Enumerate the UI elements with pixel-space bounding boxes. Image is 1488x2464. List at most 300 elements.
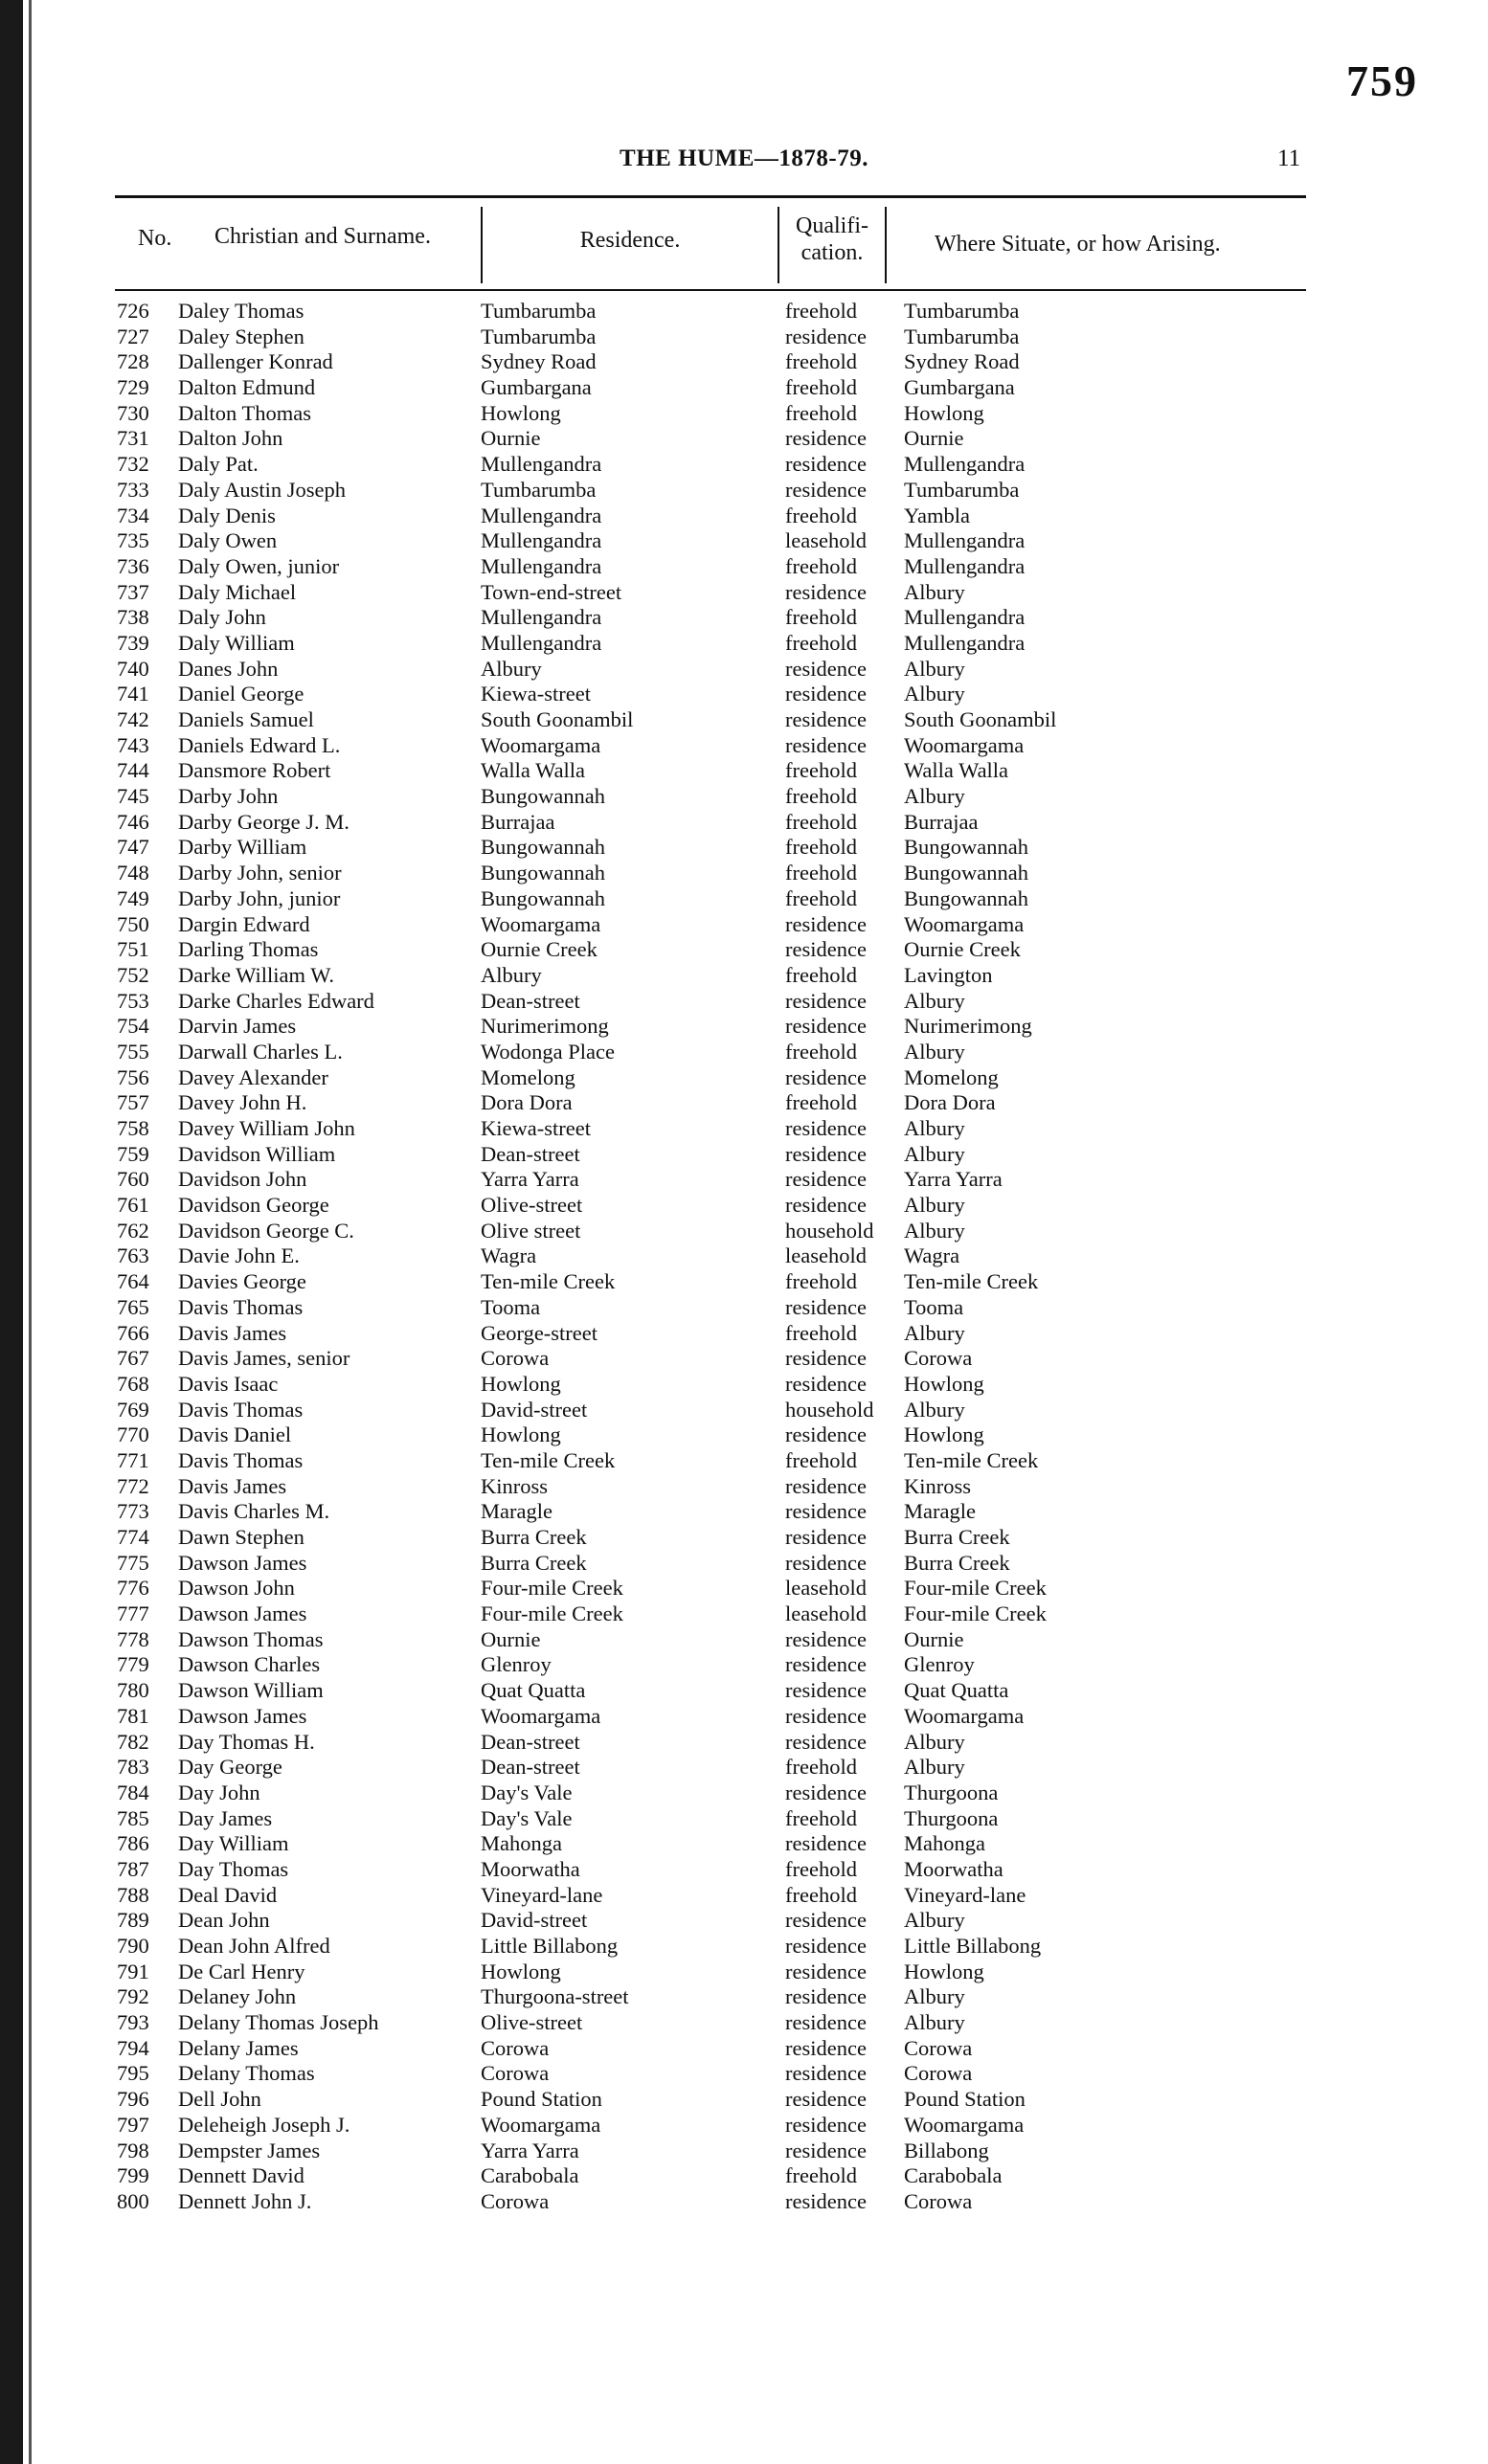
entry-residence: Ournie	[481, 426, 541, 451]
entry-qualification: freehold	[785, 400, 857, 425]
entry-where: Gumbargana	[904, 375, 1015, 400]
entry-residence: Burra Creek	[481, 1550, 587, 1575]
entry-number: 769	[117, 1397, 149, 1422]
entry-qualification: residence	[785, 1908, 867, 1933]
entry-name: Darwall Charles L.	[178, 1039, 343, 1064]
entry-qualification: freehold	[785, 553, 857, 578]
entry-number: 773	[117, 1499, 149, 1524]
header-qualification-line1: Qualifi-	[796, 213, 868, 238]
entry-where: Ten-mile Creek	[904, 1269, 1039, 1294]
entry-qualification: residence	[785, 2061, 867, 2086]
entry-where: Walla Walla	[904, 758, 1009, 783]
entry-name: Day John	[178, 1780, 260, 1804]
entry-number: 768	[117, 1371, 149, 1396]
entry-name: Davidson William	[178, 1141, 336, 1166]
entry-residence: Maragle	[481, 1499, 552, 1524]
entry-name: Davie John E.	[178, 1243, 300, 1268]
table-row	[0, 1960, 1488, 1985]
entry-where: Ournie Creek	[904, 937, 1021, 962]
entry-qualification: household	[785, 1397, 874, 1422]
sheet-mark: 11	[1277, 146, 1301, 171]
entry-where: Dora Dora	[904, 1090, 996, 1115]
entry-number: 772	[117, 1473, 149, 1498]
entry-name: Day Thomas H.	[178, 1729, 315, 1754]
entry-where: Nurimerimong	[904, 1014, 1032, 1039]
entry-number: 731	[117, 426, 149, 451]
table-row	[0, 657, 1488, 683]
entry-residence: Mullengandra	[481, 452, 602, 477]
table-row	[0, 528, 1488, 554]
entry-number: 760	[117, 1167, 149, 1192]
entry-qualification: residence	[785, 1167, 867, 1192]
entry-name: Darvin James	[178, 1014, 297, 1039]
entry-number: 740	[117, 656, 149, 681]
entry-name: Delany Thomas Joseph	[178, 2010, 379, 2035]
entry-number: 746	[117, 809, 149, 834]
entry-name: Davis Thomas	[178, 1397, 304, 1422]
table-row	[0, 861, 1488, 886]
entry-number: 785	[117, 1805, 149, 1830]
entry-where: Maragle	[904, 1499, 976, 1524]
entry-residence: Quat Quatta	[481, 1678, 586, 1703]
table-row	[0, 2061, 1488, 2087]
table-row	[0, 1984, 1488, 2010]
entry-residence: Mahonga	[481, 1831, 562, 1856]
table-row	[0, 707, 1488, 733]
entry-where: Moorwatha	[904, 1856, 1003, 1881]
entry-name: Daniel George	[178, 682, 304, 706]
entry-residence: Dean-street	[481, 1729, 580, 1754]
entry-number: 779	[117, 1652, 149, 1677]
entry-residence: Kiewa-street	[481, 682, 591, 706]
entry-name: Dawn Stephen	[178, 1525, 304, 1549]
entry-qualification: freehold	[785, 809, 857, 834]
entry-residence: Olive street	[481, 1218, 581, 1243]
table-row	[0, 1652, 1488, 1678]
table-row	[0, 1474, 1488, 1500]
entry-qualification: freehold	[785, 1856, 857, 1881]
entry-where: Thurgoona	[904, 1780, 999, 1804]
entry-number: 787	[117, 1856, 149, 1881]
table-row	[0, 2163, 1488, 2189]
entry-where: Burra Creek	[904, 1525, 1010, 1549]
entry-number: 777	[117, 1602, 149, 1626]
entry-residence: Tumbarumba	[481, 324, 597, 348]
entry-number: 783	[117, 1755, 149, 1780]
table-row	[0, 1346, 1488, 1372]
table-row	[0, 325, 1488, 350]
entry-where: Albury	[904, 1729, 965, 1754]
entry-qualification: residence	[785, 426, 867, 451]
entry-name: Davis James, senior	[178, 1346, 350, 1371]
entry-where: Albury	[904, 656, 965, 681]
entry-qualification: freehold	[785, 835, 857, 860]
table-row	[0, 1678, 1488, 1704]
entry-name: Dawson Thomas	[178, 1626, 324, 1651]
elector-list	[0, 299, 1488, 2215]
entry-residence: South Goonambil	[481, 707, 634, 731]
entry-where: Albury	[904, 1397, 965, 1422]
entry-number: 796	[117, 2087, 149, 2112]
entry-where: Lavington	[904, 962, 993, 987]
table-row	[0, 605, 1488, 631]
entry-number: 781	[117, 1703, 149, 1728]
entry-qualification: freehold	[785, 375, 857, 400]
entry-residence: Woomargama	[481, 1703, 601, 1728]
entry-name: Dalton Thomas	[178, 400, 311, 425]
entry-qualification: residence	[785, 1141, 867, 1166]
entry-where: Tumbarumba	[904, 299, 1020, 323]
entry-where: Albury	[904, 1908, 965, 1933]
entry-where: Albury	[904, 1116, 965, 1140]
entry-where: Albury	[904, 2010, 965, 2035]
entry-name: Davis Thomas	[178, 1447, 304, 1472]
entry-qualification: residence	[785, 1984, 867, 2009]
entry-residence: Howlong	[481, 1959, 561, 1983]
entry-number: 795	[117, 2061, 149, 2086]
entry-qualification: residence	[785, 2112, 867, 2137]
entry-number: 762	[117, 1218, 149, 1243]
entry-where: Woomargama	[904, 1703, 1025, 1728]
table-row	[0, 1193, 1488, 1219]
table-row	[0, 1499, 1488, 1525]
entry-name: De Carl Henry	[178, 1959, 305, 1983]
table-row	[0, 733, 1488, 759]
entry-where: Albury	[904, 1218, 965, 1243]
entry-where: Bungowannah	[904, 835, 1028, 860]
entry-where: Howlong	[904, 1371, 984, 1396]
entry-where: Albury	[904, 988, 965, 1013]
entry-number: 791	[117, 1959, 149, 1983]
entry-where: Mullengandra	[904, 553, 1026, 578]
running-title: THE HUME—1878-79.	[620, 146, 868, 171]
entry-name: Daley Stephen	[178, 324, 304, 348]
entry-number: 767	[117, 1346, 149, 1371]
table-row	[0, 1372, 1488, 1398]
entry-qualification: residence	[785, 988, 867, 1013]
entry-qualification: freehold	[785, 1882, 857, 1907]
table-header-bottom-rule	[115, 289, 1306, 291]
entry-where: Thurgoona	[904, 1805, 999, 1830]
entry-number: 755	[117, 1039, 149, 1064]
entry-name: Davey William John	[178, 1116, 355, 1140]
entry-qualification: residence	[785, 2035, 867, 2060]
entry-number: 798	[117, 2138, 149, 2162]
entry-residence: Day's Vale	[481, 1780, 573, 1804]
entry-qualification: freehold	[785, 299, 857, 323]
entry-name: Davis Daniel	[178, 1422, 292, 1447]
entry-name: Delaney John	[178, 1984, 297, 2009]
entry-residence: Woomargama	[481, 2112, 601, 2137]
entry-name: Davey Alexander	[178, 1064, 328, 1089]
entry-where: Albury	[904, 1141, 965, 1166]
entry-number: 765	[117, 1294, 149, 1319]
entry-qualification: residence	[785, 1422, 867, 1447]
entry-name: Day Thomas	[178, 1856, 289, 1881]
entry-residence: Nurimerimong	[481, 1014, 609, 1039]
entry-residence: Mullengandra	[481, 528, 602, 553]
entry-number: 790	[117, 1934, 149, 1958]
entry-number: 786	[117, 1831, 149, 1856]
table-row	[0, 1040, 1488, 1065]
table-row	[0, 1806, 1488, 1832]
entry-name: Daly Denis	[178, 503, 276, 527]
table-row	[0, 2189, 1488, 2215]
entry-residence: Moorwatha	[481, 1856, 580, 1881]
entry-qualification: residence	[785, 1729, 867, 1754]
header-qualification	[779, 213, 885, 266]
entry-number: 729	[117, 375, 149, 400]
entry-name: Davey John H.	[178, 1090, 307, 1115]
entry-name: Davidson John	[178, 1167, 307, 1192]
entry-where: Tooma	[904, 1294, 964, 1319]
entry-name: Dell John	[178, 2087, 261, 2112]
entry-number: 752	[117, 962, 149, 987]
entry-where: Corowa	[904, 1346, 973, 1371]
entry-qualification: leasehold	[785, 1602, 867, 1626]
entry-residence: Wodonga Place	[481, 1039, 616, 1064]
entry-number: 733	[117, 477, 149, 502]
entry-residence: Albury	[481, 962, 542, 987]
entry-where: Ournie	[904, 426, 964, 451]
entry-residence: Dean-street	[481, 1141, 580, 1166]
entry-residence: Thurgoona-street	[481, 1984, 629, 2009]
entry-qualification: residence	[785, 579, 867, 604]
entry-qualification: residence	[785, 2188, 867, 2213]
entry-where: Yambla	[904, 503, 970, 527]
table-row	[0, 784, 1488, 810]
table-row	[0, 2087, 1488, 2113]
entry-residence: Tumbarumba	[481, 299, 597, 323]
entry-number: 766	[117, 1320, 149, 1345]
header-name: Christian and Surname.	[214, 224, 431, 249]
entry-where: Wagra	[904, 1243, 960, 1268]
entry-number: 743	[117, 732, 149, 757]
entry-residence: Bungowannah	[481, 885, 605, 910]
entry-name: Davis Isaac	[178, 1371, 279, 1396]
entry-where: Woomargama	[904, 2112, 1025, 2137]
entry-residence: Corowa	[481, 2061, 550, 2086]
entry-number: 747	[117, 835, 149, 860]
table-row	[0, 758, 1488, 784]
entry-residence: David-street	[481, 1908, 588, 1933]
table-row	[0, 1065, 1488, 1091]
table-row	[0, 1398, 1488, 1423]
entry-where: Little Billabong	[904, 1934, 1042, 1958]
entry-name: Daniels Edward L.	[178, 732, 341, 757]
entry-number: 789	[117, 1908, 149, 1933]
entry-number: 742	[117, 707, 149, 731]
entry-name: Darby John, senior	[178, 861, 342, 885]
entry-where: Tumbarumba	[904, 477, 1020, 502]
table-row	[0, 1883, 1488, 1909]
table-row	[0, 1219, 1488, 1244]
table-row	[0, 1014, 1488, 1040]
column-divider	[885, 207, 887, 283]
entry-qualification: residence	[785, 937, 867, 962]
table-row	[0, 912, 1488, 938]
table-row	[0, 963, 1488, 989]
entry-number: 753	[117, 988, 149, 1013]
entry-number: 764	[117, 1269, 149, 1294]
entry-number: 738	[117, 605, 149, 630]
entry-residence: Mullengandra	[481, 630, 602, 655]
entry-residence: Tooma	[481, 1294, 541, 1319]
entry-qualification: residence	[785, 452, 867, 477]
entry-where: Mullengandra	[904, 605, 1026, 630]
header-residence: Residence.	[579, 228, 681, 253]
entry-qualification: freehold	[785, 1090, 857, 1115]
table-row	[0, 1730, 1488, 1756]
entry-number: 759	[117, 1141, 149, 1166]
entry-residence: Tumbarumba	[481, 477, 597, 502]
entry-qualification: residence	[785, 1064, 867, 1089]
table-row	[0, 1448, 1488, 1474]
table-row	[0, 989, 1488, 1015]
entry-qualification: leasehold	[785, 1576, 867, 1601]
entry-name: Dawson John	[178, 1576, 295, 1601]
entry-number: 775	[117, 1550, 149, 1575]
entry-where: Four-mile Creek	[904, 1576, 1047, 1601]
entry-number: 734	[117, 503, 149, 527]
entry-where: Mullengandra	[904, 452, 1026, 477]
entry-number: 726	[117, 299, 149, 323]
entry-name: Daly John	[178, 605, 266, 630]
entry-where: Yarra Yarra	[904, 1167, 1003, 1192]
entry-number: 793	[117, 2010, 149, 2035]
entry-number: 749	[117, 885, 149, 910]
entry-name: Davies George	[178, 1269, 306, 1294]
entry-number: 770	[117, 1422, 149, 1447]
entry-name: Dean John	[178, 1908, 270, 1933]
table-row	[0, 1269, 1488, 1295]
table-row	[0, 1551, 1488, 1577]
table-row	[0, 937, 1488, 963]
entry-residence: Yarra Yarra	[481, 1167, 579, 1192]
entry-number: 799	[117, 2163, 149, 2188]
entry-number: 727	[117, 324, 149, 348]
entry-name: Daly Austin Joseph	[178, 477, 347, 502]
entry-qualification: residence	[785, 2087, 867, 2112]
entry-residence: Ten-mile Creek	[481, 1269, 616, 1294]
entry-where: Albury	[904, 579, 965, 604]
entry-number: 751	[117, 937, 149, 962]
entry-qualification: residence	[785, 1193, 867, 1218]
entry-where: Howlong	[904, 400, 984, 425]
table-row	[0, 631, 1488, 657]
entry-where: Sydney Road	[904, 349, 1020, 374]
entry-residence: Howlong	[481, 400, 561, 425]
entry-qualification: residence	[785, 1703, 867, 1728]
entry-qualification: freehold	[785, 962, 857, 987]
entry-qualification: residence	[785, 1294, 867, 1319]
entry-number: 750	[117, 911, 149, 936]
entry-residence: Ournie Creek	[481, 937, 597, 962]
entry-qualification: freehold	[785, 1805, 857, 1830]
entry-name: Davis Charles M.	[178, 1499, 330, 1524]
table-row	[0, 682, 1488, 707]
entry-name: Davidson George	[178, 1193, 329, 1218]
entry-number: 800	[117, 2188, 149, 2213]
entry-qualification: freehold	[785, 1039, 857, 1064]
entry-residence: David-street	[481, 1397, 588, 1422]
entry-number: 784	[117, 1780, 149, 1804]
entry-name: Davis Thomas	[178, 1294, 304, 1319]
entry-residence: Town-end-street	[481, 579, 622, 604]
entry-qualification: freehold	[785, 1269, 857, 1294]
entry-residence: Ten-mile Creek	[481, 1447, 616, 1472]
entry-qualification: residence	[785, 1346, 867, 1371]
entry-residence: Glenroy	[481, 1652, 552, 1677]
entry-name: Deleheigh Joseph J.	[178, 2112, 350, 2137]
table-row	[0, 1602, 1488, 1627]
entry-name: Darby William	[178, 835, 307, 860]
entry-residence: Kinross	[481, 1473, 549, 1498]
table-row	[0, 1243, 1488, 1269]
entry-qualification: residence	[785, 682, 867, 706]
table-row	[0, 886, 1488, 912]
table-row	[0, 1167, 1488, 1193]
entry-residence: Vineyard-lane	[481, 1882, 603, 1907]
entry-qualification: residence	[785, 477, 867, 502]
entry-number: 776	[117, 1576, 149, 1601]
entry-number: 794	[117, 2035, 149, 2060]
table-row	[0, 452, 1488, 478]
entry-name: Dallenger Konrad	[178, 349, 333, 374]
entry-residence: Albury	[481, 656, 542, 681]
entry-qualification: freehold	[785, 885, 857, 910]
entry-residence: Walla Walla	[481, 758, 586, 783]
entry-name: Delany James	[178, 2035, 299, 2060]
entry-residence: Pound Station	[481, 2087, 602, 2112]
entry-name: Daley Thomas	[178, 299, 304, 323]
entry-residence: Dean-street	[481, 1755, 580, 1780]
entry-name: Davidson George C.	[178, 1218, 354, 1243]
entry-name: Darby George J. M.	[178, 809, 349, 834]
table-row	[0, 426, 1488, 452]
entry-qualification: freehold	[785, 503, 857, 527]
entry-where: Mahonga	[904, 1831, 985, 1856]
table-row	[0, 504, 1488, 529]
entry-name: Danes John	[178, 656, 279, 681]
entry-where: Mullengandra	[904, 528, 1026, 553]
entry-residence: Dean-street	[481, 988, 580, 1013]
entry-number: 744	[117, 758, 149, 783]
entry-name: Daly William	[178, 630, 295, 655]
entry-qualification: residence	[785, 2010, 867, 2035]
entry-residence: Bungowannah	[481, 861, 605, 885]
entry-qualification: freehold	[785, 2163, 857, 2188]
entry-qualification: residence	[785, 1831, 867, 1856]
entry-where: Carabobala	[904, 2163, 1003, 2188]
entry-residence: Dora Dora	[481, 1090, 573, 1115]
entry-number: 756	[117, 1064, 149, 1089]
entry-residence: Woomargama	[481, 911, 601, 936]
table-row	[0, 1627, 1488, 1653]
entry-number: 778	[117, 1626, 149, 1651]
entry-residence: Bungowannah	[481, 784, 605, 809]
entry-name: Dawson James	[178, 1550, 307, 1575]
entry-number: 737	[117, 579, 149, 604]
entry-where: Ournie	[904, 1626, 964, 1651]
table-row	[0, 1422, 1488, 1448]
entry-residence: Howlong	[481, 1371, 561, 1396]
table-row	[0, 1295, 1488, 1321]
entry-residence: Corowa	[481, 2188, 550, 2213]
entry-residence: Howlong	[481, 1422, 561, 1447]
header-no: No.	[138, 226, 172, 251]
entry-name: Dalton John	[178, 426, 283, 451]
